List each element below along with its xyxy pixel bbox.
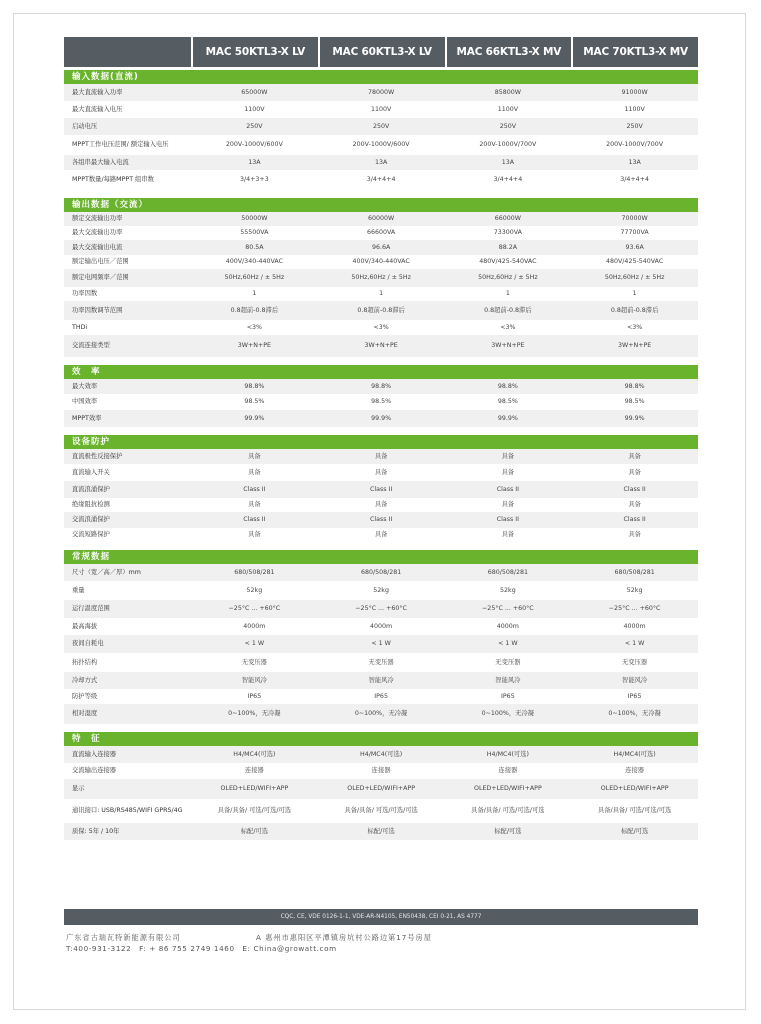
spec-row: [64, 394, 698, 410]
spec-value: H4/MC4(可选): [486, 750, 529, 758]
spec-row: [64, 564, 698, 581]
spec-value: 连接器: [625, 767, 645, 775]
spec-value: 91000W: [621, 88, 648, 96]
spec-value: 0~100%，无冷凝: [228, 710, 281, 718]
spec-value: 98.5%: [497, 398, 518, 406]
company-name: 广东省古瑞瓦特新能源有限公司: [66, 933, 181, 942]
spec-value: IP65: [501, 692, 515, 700]
spec-value: 85800W: [494, 88, 521, 96]
spec-value: OLED+LED/WIFI+APP: [347, 785, 415, 793]
spec-value: IP65: [247, 692, 262, 700]
spec-value: 具备: [248, 468, 261, 476]
spec-label: THDi: [72, 323, 88, 331]
spec-value: 连接器: [498, 767, 518, 775]
spec-value: 0.8超前-0.8滞后: [610, 306, 659, 314]
spec-sheet: [64, 37, 698, 840]
spec-value: 52kg: [626, 586, 643, 594]
spec-label: 夜间自耗电: [72, 640, 104, 648]
spec-label: 质保: 5年 / 10年: [72, 827, 120, 835]
spec-label: MPPT效率: [72, 414, 102, 422]
spec-value: IP65: [627, 692, 642, 700]
spec-row: [64, 823, 698, 840]
section-rows: [64, 449, 698, 542]
spec-label: 尺寸（宽／高／厚）mm: [72, 568, 141, 576]
spec-value: 4000m: [496, 622, 519, 630]
spec-row: [64, 581, 698, 600]
spec-value: 680/508/281: [360, 568, 402, 576]
certifications-bar: CQC, CE, VDE 0126-1-1, VDE-AR-N4105, EN50438, CEI 0-21, AS 4777: [64, 909, 698, 925]
spec-row: [64, 101, 698, 118]
spec-value: Class II: [369, 516, 393, 524]
spec-value: 1100V: [497, 105, 519, 113]
spec-label: 重量: [72, 586, 85, 594]
section-title: 设备防护: [64, 435, 698, 449]
spec-row: [64, 746, 698, 763]
model-name-2: MAC 60KTL3-X LV: [318, 37, 445, 67]
spec-label: 直流输入开关: [72, 468, 110, 476]
spec-value: 3W+N+PE: [617, 342, 652, 350]
spec-value: −25°C ... +60°C: [228, 605, 281, 613]
spec-row: [64, 704, 698, 724]
spec-row: [64, 481, 698, 498]
model-name-1: MAC 50KTL3-X LV: [191, 37, 318, 67]
spec-value: 13A: [248, 158, 261, 166]
spec-value: 60000W: [367, 215, 395, 223]
spec-value: 99.9%: [371, 414, 392, 422]
spec-row: [64, 301, 698, 320]
spec-value: 99.9%: [244, 414, 265, 422]
spec-label: 直流浪涌保护: [72, 485, 110, 493]
spec-row: [64, 155, 698, 170]
spec-row: [64, 240, 698, 255]
spec-row: [64, 410, 698, 427]
section-rows: [64, 379, 698, 427]
spec-value: 智能风冷: [368, 676, 394, 684]
spec-value: 80.5A: [245, 243, 264, 251]
spec-value: 98.8%: [624, 382, 645, 390]
spec-value: < 1 W: [498, 640, 518, 648]
spec-value: 250V: [626, 122, 643, 130]
spec-label: 绝缘阻抗检测: [72, 501, 110, 509]
spec-value: 77700VA: [620, 229, 649, 237]
spec-value: 3W+N+PE: [364, 342, 398, 350]
spec-value: 0~100%，无冷凝: [481, 710, 535, 718]
contact-info: T:400-931-3122 F: + 86 755 2749 1460 E: China@growatt.com: [66, 944, 337, 953]
spec-section: [64, 198, 698, 357]
spec-label: 最大直流输入功率: [72, 88, 123, 96]
spec-row: [64, 635, 698, 653]
spec-value: 400V/340-440VAC: [352, 258, 410, 266]
spec-value: 13A: [501, 158, 515, 166]
spec-section: [64, 70, 698, 190]
spec-row: [64, 672, 698, 689]
spec-label: 最高海拔: [72, 622, 98, 630]
spec-value: OLED+LED/WIFI+APP: [473, 785, 542, 793]
spec-value: 4000m: [370, 622, 393, 630]
spec-value: H4/MC4(可选): [233, 750, 276, 758]
spec-value: 具备: [501, 452, 515, 460]
spec-value: <3%: [246, 323, 262, 331]
spec-value: 98.5%: [371, 398, 392, 406]
spec-row: [64, 600, 698, 618]
spec-row: [64, 255, 698, 269]
spec-label: 交流输出连接器: [72, 767, 117, 775]
spec-value: 具备: [374, 531, 388, 539]
spec-value: <3%: [373, 323, 389, 331]
spec-label: 最大交流输出功率: [72, 229, 123, 237]
spec-row: [64, 287, 698, 301]
spec-label: 显示: [72, 785, 85, 793]
spec-row: [64, 779, 698, 799]
spec-value: 1: [632, 290, 637, 298]
section-title: 输出数据（交流）: [64, 198, 698, 212]
spec-label: 启动电压: [72, 122, 98, 130]
spec-label: 直流极性反接保护: [72, 452, 123, 460]
spec-value: 具备/具备/ 可选/可选/可选: [344, 807, 418, 815]
spec-value: 具备: [248, 452, 261, 460]
spec-label: 各组串最大输入电流: [72, 158, 129, 166]
spec-row: [64, 464, 698, 481]
spec-label: 最大效率: [72, 382, 98, 390]
spec-value: 无变压器: [622, 658, 648, 666]
spec-value: H4/MC4(可选): [360, 750, 403, 758]
spec-value: 96.6A: [371, 243, 391, 251]
spec-value: 99.9%: [497, 414, 518, 422]
spec-label: 额定电网频率／范围: [72, 274, 129, 282]
spec-value: 3W+N+PE: [491, 342, 525, 350]
spec-label: 运行温度范围: [72, 605, 110, 613]
spec-value: 3W+N+PE: [237, 342, 272, 350]
spec-value: 1100V: [370, 105, 392, 113]
section-title: 输入数据(直流): [64, 70, 698, 84]
spec-row: [64, 269, 698, 287]
spec-value: −25°C ... +60°C: [482, 605, 534, 613]
spec-value: 98.5%: [624, 398, 645, 406]
spec-row: [64, 226, 698, 240]
spec-value: Class II: [496, 516, 520, 524]
spec-label: 通讯接口: USB/RS485/WIFI GPRS/4G: [72, 807, 183, 815]
spec-value: Class II: [243, 516, 266, 524]
spec-value: Class II: [243, 485, 266, 493]
spec-value: 13A: [628, 158, 641, 166]
spec-value: 1: [379, 290, 384, 298]
spec-value: 50Hz,60Hz / ± 5Hz: [604, 274, 665, 282]
spec-value: 智能风冷: [495, 676, 521, 684]
spec-value: Class II: [623, 516, 646, 524]
spec-value: 98.8%: [497, 382, 518, 390]
spec-value: < 1 W: [624, 640, 645, 648]
spec-value: 50000W: [241, 215, 268, 223]
spec-row: [64, 335, 698, 357]
spec-row: [64, 763, 698, 779]
model-name-3: MAC 66KTL3-X MV: [445, 37, 572, 67]
spec-section: [64, 732, 698, 840]
spec-value: 连接器: [244, 767, 264, 775]
spec-row: [64, 212, 698, 226]
spec-value: 73300VA: [493, 229, 522, 237]
spec-value: 具备/具备/ 可选/可选/可选: [597, 807, 672, 815]
spec-value: 3/4+4+4: [366, 176, 396, 184]
spec-value: 具备/具备/ 可选/可选/可选: [471, 807, 545, 815]
spec-value: 1: [252, 290, 257, 298]
spec-row: [64, 379, 698, 394]
spec-value: 无变压器: [495, 658, 521, 666]
spec-row: [64, 84, 698, 101]
spec-value: 标配/可选: [620, 827, 649, 835]
spec-row: [64, 498, 698, 512]
spec-value: 200V-1000V/600V: [225, 141, 283, 149]
spec-value: 680/508/281: [234, 568, 275, 576]
spec-value: 连接器: [371, 767, 391, 775]
spec-value: 无变压器: [368, 658, 394, 666]
spec-value: 98.8%: [371, 382, 392, 390]
spec-label: 中国效率: [72, 398, 98, 406]
spec-value: 98.8%: [244, 382, 265, 390]
spec-value: 78000W: [367, 88, 395, 96]
spec-value: 200V-1000V/600V: [352, 141, 410, 149]
spec-value: 50Hz,60Hz / ± 5Hz: [351, 274, 411, 282]
model-header-row: [64, 37, 698, 67]
spec-value: 52kg: [246, 586, 263, 594]
spec-value: 具备: [628, 531, 641, 539]
spec-row: [64, 653, 698, 672]
spec-value: <3%: [626, 323, 643, 331]
spec-value: 250V: [372, 122, 390, 130]
section-title: 特 征: [64, 732, 698, 746]
spec-label: 交流浪涌保护: [72, 516, 110, 524]
spec-value: <3%: [500, 323, 516, 331]
model-name-4: MAC 70KTL3-X MV: [571, 37, 698, 67]
spec-value: OLED+LED/WIFI+APP: [600, 785, 669, 793]
spec-value: 标配/可选: [240, 827, 269, 835]
spec-value: −25°C ... +60°C: [355, 605, 407, 613]
spec-label: 直流输入连接器: [72, 750, 117, 758]
spec-value: H4/MC4(可选): [613, 750, 656, 758]
header-corner: [64, 37, 191, 67]
spec-value: 具备: [501, 468, 515, 476]
spec-value: 具备: [628, 468, 641, 476]
spec-value: 65000W: [241, 88, 268, 96]
spec-value: 4000m: [243, 622, 266, 630]
spec-label: 相对湿度: [72, 710, 98, 718]
spec-row: [64, 689, 698, 704]
spec-value: OLED+LED/WIFI+APP: [220, 785, 289, 793]
spec-value: 52kg: [500, 586, 516, 594]
spec-value: Class II: [369, 485, 393, 493]
spec-value: IP65: [374, 692, 388, 700]
spec-value: 具备: [374, 501, 388, 509]
spec-value: 3/4+4+4: [493, 176, 523, 184]
section-title: 效 率: [64, 365, 698, 379]
spec-label: MPPT工作电压范围/ 额定输入电压: [72, 141, 169, 149]
spec-value: 具备/具备/ 可选/可选/可选: [217, 807, 292, 815]
spec-section: [64, 550, 698, 724]
section-title: 常规数据: [64, 550, 698, 564]
section-rows: [64, 564, 698, 724]
spec-label: 拓扑结构: [72, 658, 98, 666]
spec-value: 1: [505, 290, 510, 298]
spec-value: 3/4+4+4: [620, 176, 649, 184]
spec-label: 交流短路保护: [72, 531, 110, 539]
spec-value: 1100V: [624, 105, 645, 113]
spec-value: 标配/可选: [367, 827, 395, 835]
section-rows: [64, 746, 698, 840]
spec-value: 标配/可选: [494, 827, 522, 835]
spec-label: MPPT数量/每路MPPT 组串数: [72, 176, 154, 184]
spec-value: 0.8超前-0.8滞后: [230, 306, 279, 314]
spec-value: 50Hz,60Hz / ± 5Hz: [224, 274, 285, 282]
spec-value: 98.5%: [244, 398, 265, 406]
spec-value: 99.9%: [624, 414, 645, 422]
spec-label: 防护等级: [72, 692, 98, 700]
spec-value: 0.8超前-0.8滞后: [484, 306, 532, 314]
spec-value: Class II: [496, 485, 520, 493]
spec-value: Class II: [623, 485, 646, 493]
spec-row: [64, 170, 698, 190]
spec-value: 200V-1000V/700V: [606, 141, 664, 149]
spec-value: 0.8超前-0.8滞后: [357, 306, 405, 314]
spec-row: [64, 118, 698, 135]
spec-row: [64, 320, 698, 335]
spec-value: 13A: [374, 158, 388, 166]
spec-value: 具备: [248, 531, 261, 539]
spec-value: 智能风冷: [622, 676, 648, 684]
spec-value: 1100V: [244, 105, 265, 113]
spec-row: [64, 799, 698, 823]
spec-section: [64, 365, 698, 427]
spec-value: 具备: [628, 501, 641, 509]
spec-value: 50Hz,60Hz / ± 5Hz: [478, 274, 538, 282]
spec-value: 480V/425-540VAC: [605, 258, 664, 266]
spec-value: 70000W: [621, 215, 648, 223]
spec-section: [64, 435, 698, 542]
spec-value: 52kg: [373, 586, 389, 594]
spec-value: 250V: [499, 122, 517, 130]
spec-value: 680/508/281: [487, 568, 529, 576]
spec-value: 93.6A: [625, 243, 644, 251]
spec-row: [64, 135, 698, 155]
spec-value: 66600VA: [367, 229, 396, 237]
spec-label: 冷却方式: [72, 676, 98, 684]
spec-label: 额定交流输出功率: [72, 215, 123, 223]
spec-value: 250V: [246, 122, 263, 130]
contact-block: [66, 932, 432, 954]
spec-value: 0~100%，无冷凝: [608, 710, 661, 718]
spec-value: 3/4+3+3: [240, 176, 269, 184]
spec-value: 具备: [374, 468, 388, 476]
spec-label: 额定输出电压／范围: [72, 258, 129, 266]
spec-label: 交流连接类型: [72, 342, 110, 350]
spec-value: 4000m: [623, 622, 646, 630]
spec-value: 具备: [374, 452, 388, 460]
section-rows: [64, 84, 698, 190]
spec-label: 最大交流输出电流: [72, 243, 123, 251]
spec-value: 具备: [248, 501, 261, 509]
spec-value: 具备: [501, 531, 515, 539]
spec-value: 400V/340-440VAC: [225, 258, 283, 266]
spec-value: 0~100%，无冷凝: [354, 710, 408, 718]
spec-sections: [64, 70, 698, 840]
spec-value: 55500VA: [240, 229, 269, 237]
spec-label: 功率因数: [72, 290, 98, 298]
spec-value: < 1 W: [244, 640, 265, 648]
spec-row: [64, 618, 698, 635]
spec-value: 480V/425-540VAC: [479, 258, 537, 266]
spec-value: 具备: [501, 501, 515, 509]
spec-value: 680/508/281: [614, 568, 655, 576]
spec-value: 智能风冷: [241, 676, 267, 684]
spec-value: < 1 W: [371, 640, 391, 648]
company-address: A 惠州市惠阳区平潭镇房坑村公路边第17号房屋: [256, 933, 432, 942]
spec-value: 无变压器: [241, 658, 267, 666]
spec-value: −25°C ... +60°C: [608, 605, 661, 613]
spec-row: [64, 528, 698, 542]
spec-row: [64, 449, 698, 464]
spec-value: 66000W: [494, 215, 521, 223]
section-rows: [64, 212, 698, 357]
spec-label: 功率因数调节范围: [72, 306, 123, 314]
spec-label: 最大直流输入电压: [72, 105, 123, 113]
spec-row: [64, 512, 698, 528]
spec-value: 88.2A: [498, 243, 518, 251]
spec-value: 具备: [628, 452, 641, 460]
spec-value: 200V-1000V/700V: [479, 141, 537, 149]
